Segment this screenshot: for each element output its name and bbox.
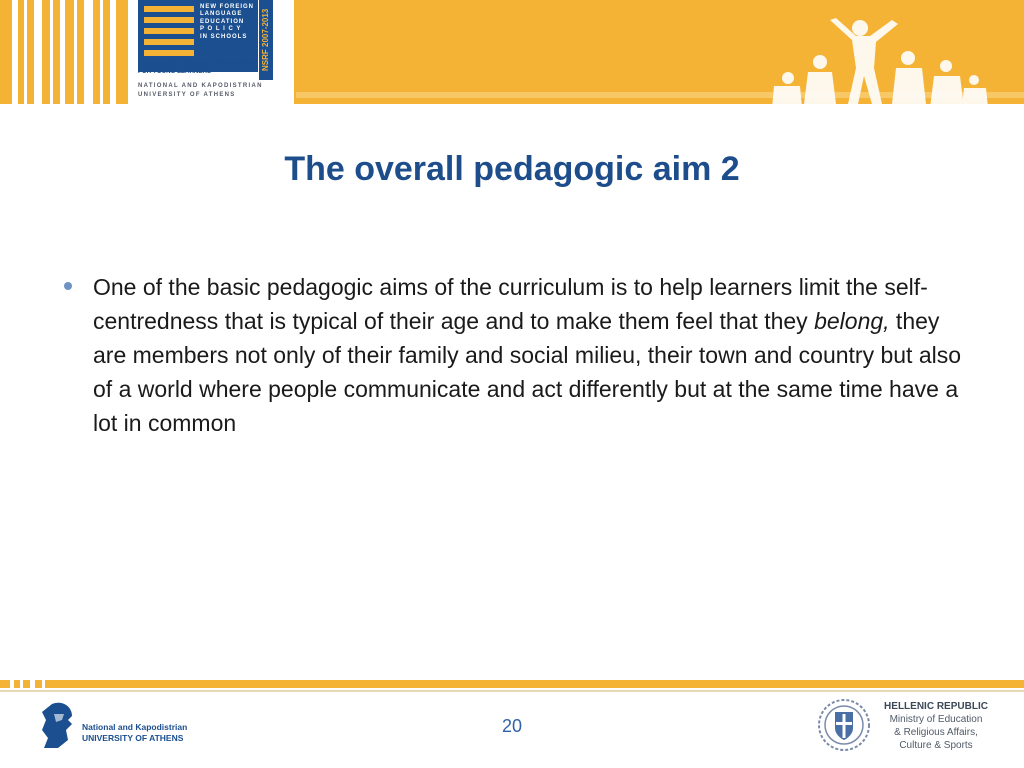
programme-logo [128, 0, 294, 104]
programme-text: AN ENGLISH LANGUAGE PROGRAMME FOR YOUNG LEARNERS [138, 60, 257, 75]
footer-stripes [0, 680, 60, 688]
ministry-logo-text: HELLENIC REPUBLIC Ministry of Education & Religious Affairs, Culture & Sports [884, 701, 988, 751]
bullet-list [64, 270, 974, 440]
page-number: 20 [501, 716, 523, 736]
university-logo-text: National and Kapodistrian UNIVERSITY OF ATHENS [82, 722, 188, 743]
greek-coat-of-arms-icon [817, 698, 871, 752]
bullet-dot-icon [64, 282, 72, 290]
university-logo [38, 700, 203, 752]
nsrf-label: NSRF 2007-2013 [259, 0, 273, 80]
bullet-text-part1: One of the basic pedagogic aims of the curriculum is to help learners limit the self-centredness that is typical of their age and to make them feel that they [93, 274, 928, 334]
bullet-text-part2: they are members not only of their family and social milieu, their town and country but also of a world where people communicate and act differently but at the same time have a lot in common [93, 308, 962, 436]
athena-head-icon [38, 700, 78, 750]
header-university-text: NATIONAL AND KAPODISTRIAN UNIVERSITY OF ATHENS [138, 83, 263, 98]
bullet-text-italic: belong, [814, 308, 890, 334]
slide-header [0, 0, 1024, 104]
header-stripes [0, 0, 140, 104]
footer-orange-rule [0, 680, 1024, 688]
logo-text: NEW FOREIGN LANGUAGE EDUCATION P O L I C Y IN SCHOOLS [200, 4, 254, 40]
children-silhouette-icon [760, 18, 990, 108]
book-icon [144, 6, 194, 64]
footer-thin-rule [0, 690, 1024, 692]
bullet-item [93, 270, 974, 440]
slide-title: The overall pedagogic aim 2 [284, 150, 740, 188]
